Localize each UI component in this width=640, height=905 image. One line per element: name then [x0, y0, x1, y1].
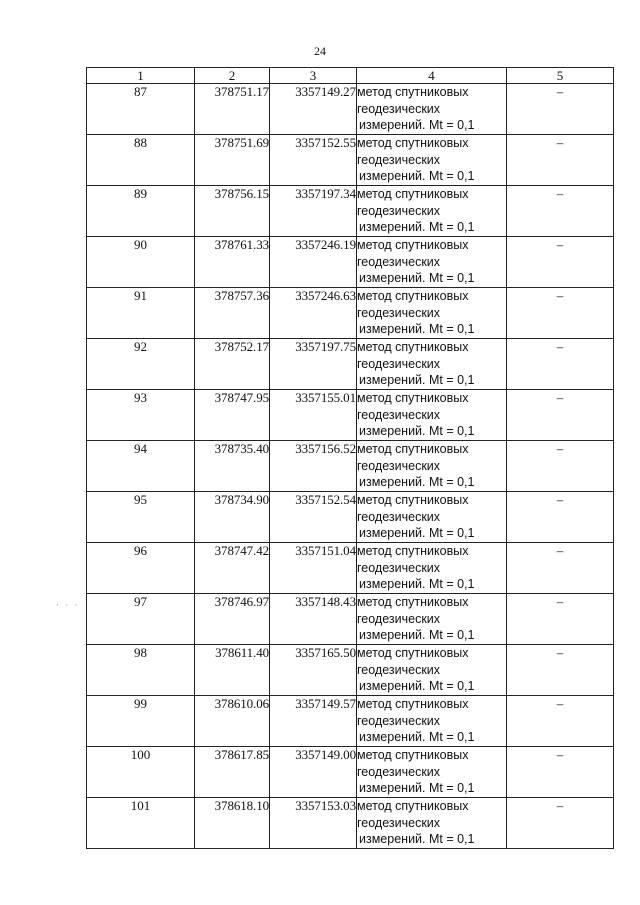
method-line: измерений. Mt = 0,1 — [359, 730, 475, 744]
method-cell — [357, 747, 507, 798]
note-cell: – — [507, 84, 614, 135]
method-line: метод спутниковых — [357, 799, 469, 813]
method-cell — [357, 798, 507, 849]
column-header: 1 — [87, 68, 195, 84]
x-coordinate-cell: 378756.15 — [195, 186, 270, 237]
table-row — [87, 288, 614, 339]
method-line: метод спутниковых — [357, 85, 469, 99]
note-cell: – — [507, 696, 614, 747]
table-row — [87, 543, 614, 594]
method-line: геодезических — [357, 764, 441, 779]
x-coordinate-cell: 378747.42 — [195, 543, 270, 594]
note-cell: – — [507, 135, 614, 186]
note-cell: – — [507, 594, 614, 645]
method-line: измерений. Mt = 0,1 — [359, 679, 475, 693]
table-row — [87, 84, 614, 135]
method-line: метод спутниковых — [357, 493, 469, 507]
y-coordinate-cell: 3357165.50 — [270, 645, 357, 696]
note-cell: – — [507, 747, 614, 798]
x-coordinate-cell: 378617.85 — [195, 747, 270, 798]
method-line: метод спутниковых — [357, 595, 469, 609]
table-row — [87, 186, 614, 237]
y-coordinate-cell: 3357156.52 — [270, 441, 357, 492]
table-row — [87, 594, 614, 645]
method-line: геодезических — [357, 152, 441, 167]
x-coordinate-cell: 378611.40 — [195, 645, 270, 696]
method-cell — [357, 543, 507, 594]
method-line: измерений. Mt = 0,1 — [359, 169, 475, 183]
method-line: метод спутниковых — [357, 697, 469, 711]
x-coordinate-cell: 378751.17 — [195, 84, 270, 135]
table-row — [87, 237, 614, 288]
column-header: 2 — [195, 68, 270, 84]
method-line: геодезических — [357, 407, 441, 422]
method-cell — [357, 696, 507, 747]
point-number-cell: 95 — [87, 492, 195, 543]
method-cell — [357, 390, 507, 441]
x-coordinate-cell: 378610.06 — [195, 696, 270, 747]
note-cell: – — [507, 237, 614, 288]
method-line: геодезических — [357, 458, 441, 473]
method-line: геодезических — [357, 509, 441, 524]
y-coordinate-cell: 3357197.75 — [270, 339, 357, 390]
point-number-cell: 94 — [87, 441, 195, 492]
x-coordinate-cell: 378757.36 — [195, 288, 270, 339]
method-line: измерений. Mt = 0,1 — [359, 526, 475, 540]
point-number-cell: 100 — [87, 747, 195, 798]
note-cell: – — [507, 543, 614, 594]
method-line: геодезических — [357, 254, 441, 269]
method-line: измерений. Mt = 0,1 — [359, 322, 475, 336]
point-number-cell: 88 — [87, 135, 195, 186]
x-coordinate-cell: 378746.97 — [195, 594, 270, 645]
column-header: 4 — [357, 68, 507, 84]
y-coordinate-cell: 3357197.34 — [270, 186, 357, 237]
x-coordinate-cell: 378734.90 — [195, 492, 270, 543]
coordinates-table — [86, 67, 614, 849]
method-line: геодезических — [357, 713, 441, 728]
table-row — [87, 339, 614, 390]
note-cell: – — [507, 288, 614, 339]
method-cell — [357, 339, 507, 390]
y-coordinate-cell: 3357153.03 — [270, 798, 357, 849]
note-cell: – — [507, 441, 614, 492]
column-header: 3 — [270, 68, 357, 84]
x-coordinate-cell: 378761.33 — [195, 237, 270, 288]
table-header-row — [87, 68, 614, 84]
y-coordinate-cell: 3357149.27 — [270, 84, 357, 135]
method-line: метод спутниковых — [357, 289, 469, 303]
note-cell: – — [507, 492, 614, 543]
method-line: измерений. Mt = 0,1 — [359, 118, 475, 132]
x-coordinate-cell: 378752.17 — [195, 339, 270, 390]
point-number-cell: 90 — [87, 237, 195, 288]
y-coordinate-cell: 3357148.43 — [270, 594, 357, 645]
margin-scan-marks: · · · — [56, 600, 80, 610]
column-header: 5 — [507, 68, 614, 84]
method-line: измерений. Mt = 0,1 — [359, 424, 475, 438]
table-row — [87, 441, 614, 492]
method-line: измерений. Mt = 0,1 — [359, 475, 475, 489]
table-row — [87, 747, 614, 798]
x-coordinate-cell: 378751.69 — [195, 135, 270, 186]
table-row — [87, 135, 614, 186]
table-row — [87, 492, 614, 543]
table-row — [87, 645, 614, 696]
point-number-cell: 99 — [87, 696, 195, 747]
y-coordinate-cell: 3357149.00 — [270, 747, 357, 798]
point-number-cell: 93 — [87, 390, 195, 441]
method-line: метод спутниковых — [357, 136, 469, 150]
note-cell: – — [507, 390, 614, 441]
method-line: геодезических — [357, 305, 441, 320]
method-line: измерений. Mt = 0,1 — [359, 628, 475, 642]
y-coordinate-cell: 3357152.54 — [270, 492, 357, 543]
method-line: измерений. Mt = 0,1 — [359, 271, 475, 285]
y-coordinate-cell: 3357152.55 — [270, 135, 357, 186]
point-number-cell: 92 — [87, 339, 195, 390]
method-line: метод спутниковых — [357, 544, 469, 558]
point-number-cell: 87 — [87, 84, 195, 135]
note-cell: – — [507, 339, 614, 390]
table-body — [87, 84, 614, 849]
method-line: измерений. Mt = 0,1 — [359, 577, 475, 591]
method-line: измерений. Mt = 0,1 — [359, 832, 475, 846]
y-coordinate-cell: 3357149.57 — [270, 696, 357, 747]
y-coordinate-cell: 3357155.01 — [270, 390, 357, 441]
method-line: метод спутниковых — [357, 442, 469, 456]
method-cell — [357, 594, 507, 645]
method-line: геодезических — [357, 356, 441, 371]
method-cell — [357, 441, 507, 492]
method-line: геодезических — [357, 101, 441, 116]
method-cell — [357, 237, 507, 288]
method-cell — [357, 186, 507, 237]
method-cell — [357, 645, 507, 696]
method-line: метод спутниковых — [357, 238, 469, 252]
method-line: метод спутниковых — [357, 187, 469, 201]
table-row — [87, 798, 614, 849]
method-line: метод спутниковых — [357, 340, 469, 354]
point-number-cell: 96 — [87, 543, 195, 594]
method-line: измерений. Mt = 0,1 — [359, 373, 475, 387]
method-line: измерений. Mt = 0,1 — [359, 781, 475, 795]
y-coordinate-cell: 3357151.04 — [270, 543, 357, 594]
point-number-cell: 98 — [87, 645, 195, 696]
table-row — [87, 696, 614, 747]
point-number-cell: 97 — [87, 594, 195, 645]
y-coordinate-cell: 3357246.63 — [270, 288, 357, 339]
note-cell: – — [507, 645, 614, 696]
method-cell — [357, 288, 507, 339]
method-line: измерений. Mt = 0,1 — [359, 220, 475, 234]
method-line: геодезических — [357, 203, 441, 218]
method-cell — [357, 135, 507, 186]
method-cell — [357, 84, 507, 135]
table-row — [87, 390, 614, 441]
method-line: метод спутниковых — [357, 646, 469, 660]
x-coordinate-cell: 378618.10 — [195, 798, 270, 849]
method-line: геодезических — [357, 611, 441, 626]
method-cell — [357, 492, 507, 543]
y-coordinate-cell: 3357246.19 — [270, 237, 357, 288]
method-line: геодезических — [357, 815, 441, 830]
note-cell: – — [507, 798, 614, 849]
x-coordinate-cell: 378747.95 — [195, 390, 270, 441]
method-line: метод спутниковых — [357, 391, 469, 405]
point-number-cell: 89 — [87, 186, 195, 237]
method-line: геодезических — [357, 560, 441, 575]
page-number: 24 — [314, 44, 326, 58]
x-coordinate-cell: 378735.40 — [195, 441, 270, 492]
point-number-cell: 101 — [87, 798, 195, 849]
point-number-cell: 91 — [87, 288, 195, 339]
note-cell: – — [507, 186, 614, 237]
method-line: геодезических — [357, 662, 441, 677]
method-line: метод спутниковых — [357, 748, 469, 762]
